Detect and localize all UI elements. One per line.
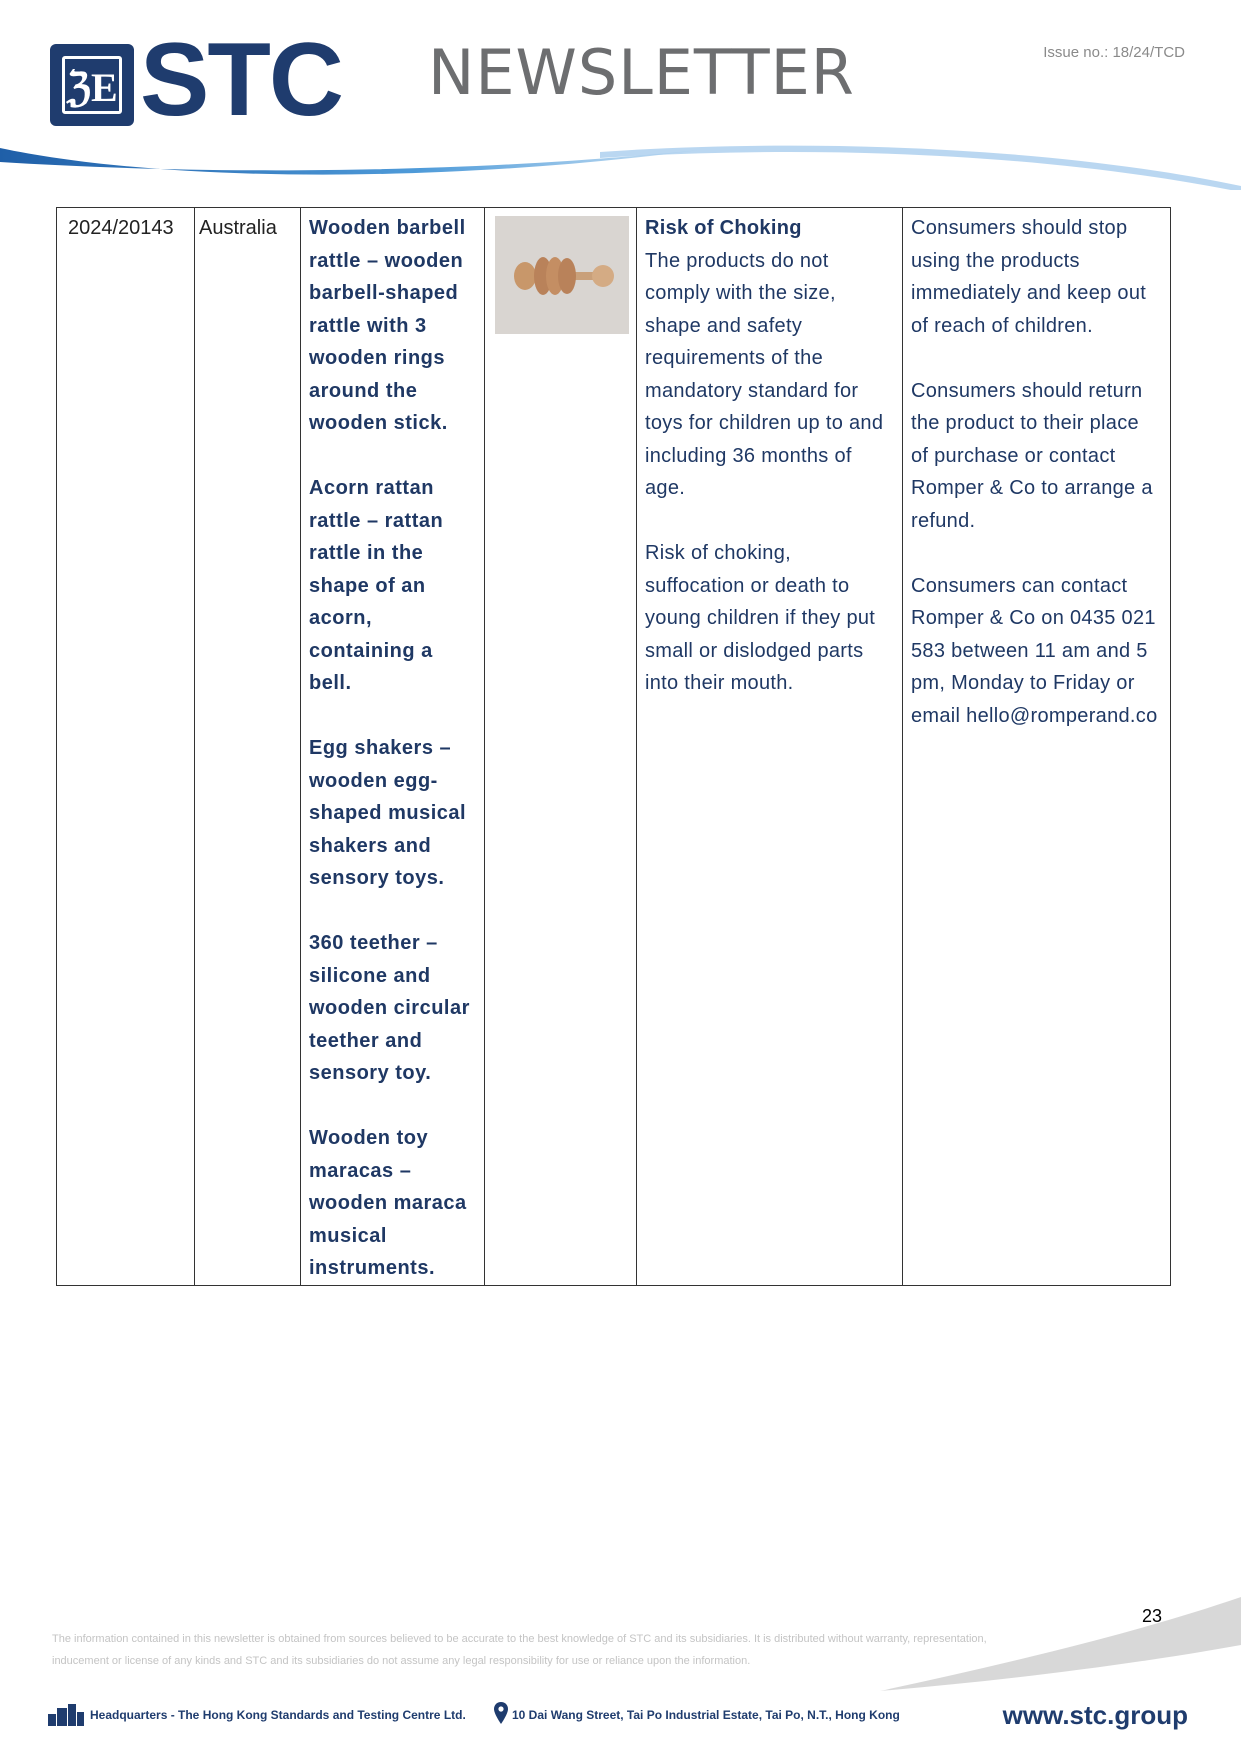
building-icon: [48, 1704, 84, 1726]
product-description: Egg shakers – wooden egg-shaped musical shakers and sensory toys.: [309, 737, 467, 889]
hazard-cell: [637, 208, 903, 1286]
headquarters-label: Headquarters - The Hong Kong Standards and Testing Centre Ltd.: [90, 1708, 466, 1722]
table-row: [57, 208, 1171, 1286]
remedy-cell: [903, 208, 1171, 1286]
stc-logo-text: STC: [140, 22, 342, 138]
address-label: 10 Dai Wang Street, Tai Po Industrial Estate, Tai Po, N.T., Hong Kong: [512, 1708, 900, 1722]
website-link[interactable]: www.stc.group: [1002, 1700, 1188, 1730]
issue-number: Issue no.: 18/24/TCD: [1043, 44, 1185, 61]
hazard-text: Risk of choking, suffocation or death to young children if they put small or dislodged parts into their mouth.: [645, 542, 876, 694]
hazard-title: Risk of Choking: [645, 217, 802, 239]
stc-logo-mark: ℨE: [50, 44, 134, 126]
product-description: Acorn rattan rattle – rattan rattle in the shape of an acorn, containing a bell.: [309, 477, 444, 694]
location-pin-icon: [494, 1702, 508, 1724]
product-cell: [301, 208, 485, 1286]
footer-bar: [48, 1700, 1188, 1730]
header-swoosh: [0, 140, 1241, 190]
newsletter-title: NEWSLETTER: [428, 36, 855, 109]
product-description: 360 teether – silicone and wooden circular teether and sensory toy.: [309, 932, 470, 1084]
disclaimer: The information contained in this newsletter is obtained from sources believed to be accurate to the best knowledge of STC and its subsidiaries. It is distributed without warranty, representation, inducement or license of any kinds and STC and its subsidiaries do not assume any legal responsibility for use or reliance upon the information.: [52, 1633, 987, 1667]
barbell-rattle-image: [495, 216, 629, 334]
remedy-text: Consumers should return the product to their place of purchase or contact Romper & Co to arrange a refund.: [911, 379, 1153, 532]
product-photo: [495, 216, 629, 334]
reference-cell: 2024/20143: [57, 208, 195, 1286]
remedy-text: Consumers can contact Romper & Co on 0435 021 583 between 11 am and 5 pm, Monday to Friday or email hello@romperand.co: [911, 574, 1158, 727]
product-description: Wooden barbell rattle – wooden barbell-shaped rattle with 3 wooden rings around the wooden stick.: [309, 217, 466, 434]
country-cell: Australia: [195, 208, 301, 1286]
remedy-text: Consumers should stop using the products immediately and keep out of reach of children.: [911, 217, 1147, 337]
hazard-text: The products do not comply with the size, shape and safety requirements of the mandatory standard for toys for children up to and including 36 months of age.: [645, 249, 884, 499]
page-number: 23: [1142, 1606, 1163, 1626]
product-image-cell: [485, 208, 637, 1286]
recall-table: [56, 207, 1171, 1286]
product-description: Wooden toy maracas – wooden maraca musical instruments.: [309, 1127, 467, 1279]
